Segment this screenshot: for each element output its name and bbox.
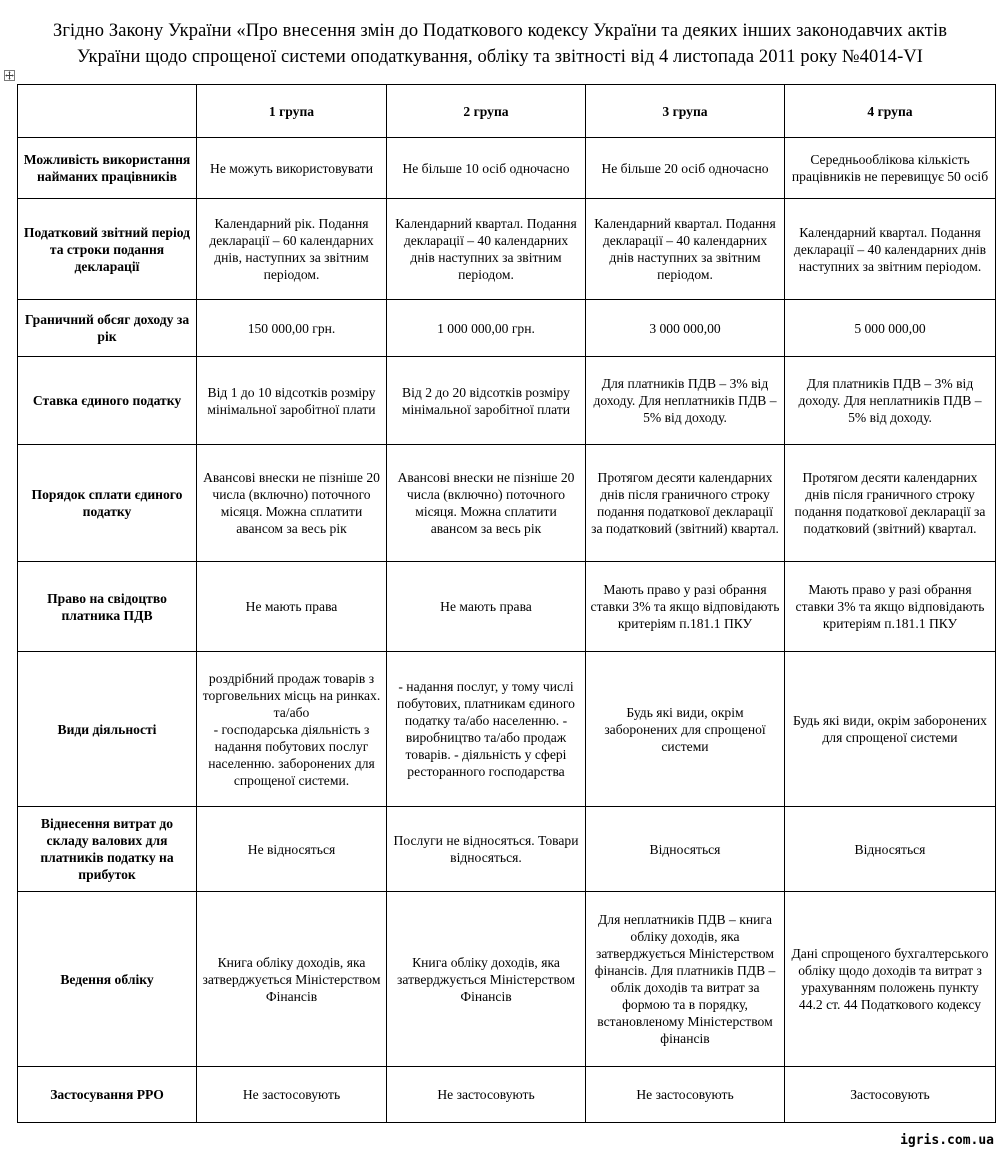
row-header-income-limit: Граничний обсяг доходу за рік (18, 300, 197, 357)
table-row (18, 807, 996, 892)
table-cell: Дані спрощеного бухгалтерського обліку щодо доходів та витрат з урахуванням положень пункту 44.2 ст. 44 Податкового кодексу (785, 892, 996, 1067)
table-cell: Мають право у разі обрання ставки 3% та якщо відповідають критеріям п.181.1 ПКУ (586, 562, 785, 652)
table-cell: Від 2 до 20 відсотків розміру мінімальної заробітної плати (387, 357, 586, 445)
table-cell: Протягом десяти календарних днів після граничного строку подання податкової декларації за податковий (звітний) квартал. (586, 445, 785, 562)
header-cell-empty (18, 85, 197, 138)
table-cell: Не мають права (197, 562, 387, 652)
table-cell: Книга обліку доходів, яка затверджується Міністерством Фінансів (387, 892, 586, 1067)
table-cell: Книга обліку доходів, яка затверджується Міністерством Фінансів (197, 892, 387, 1067)
table-cell (197, 652, 387, 807)
header-group-3: 3 група (586, 85, 785, 138)
title-line-2: України щодо спрощеної системи оподаткування, обліку та звітності від 4 листопада 2011 року №4014-VI (76, 47, 924, 67)
table-cell: Відносяться (586, 807, 785, 892)
table-cell: Не застосовують (387, 1067, 586, 1123)
table-cell: 150 000,00 грн. (197, 300, 387, 357)
table-cell: Середньооблікова кількість працівників не перевищує 50 осіб (785, 138, 996, 199)
table-cell: Послуги не відносяться. Товари відносяться. (387, 807, 586, 892)
row-header-activity-types: Види діяльності (18, 652, 197, 807)
table-row (18, 652, 996, 807)
comparison-table (17, 84, 996, 1123)
table-cell: - надання послуг, у тому числі побутових, платникам єдиного податку та/або населенню. - виробництво та/або продаж товарів. - діяльність у сфері ресторанного господарства (387, 652, 586, 807)
table-row (18, 300, 996, 357)
header-group-1: 1 група (197, 85, 387, 138)
site-watermark: igris.com.ua (900, 1133, 994, 1148)
header-row (18, 85, 996, 138)
row-header-reporting-period: Податковий звітний період та строки подання декларації (18, 199, 197, 300)
table-cell: Протягом десяти календарних днів після граничного строку подання податкової декларації за податковий (звітний) квартал. (785, 445, 996, 562)
table-cell: 5 000 000,00 (785, 300, 996, 357)
table-cell: Календарний рік. Подання декларації – 60 календарних днів, наступних за звітним періодом. (197, 199, 387, 300)
row-header-tax-rate: Ставка єдиного податку (18, 357, 197, 445)
row-header-expenses: Віднесення витрат до складу валових для платників податку на прибуток (18, 807, 197, 892)
table-cell: Календарний квартал. Подання декларації – 40 календарних днів наступних за звітним періодом. (586, 199, 785, 300)
table-row (18, 199, 996, 300)
table-row (18, 357, 996, 445)
table-cell: Від 1 до 10 відсотків розміру мінімальної заробітної плати (197, 357, 387, 445)
table-cell: 3 000 000,00 (586, 300, 785, 357)
table-cell: Для неплатників ПДВ – книга обліку доходів, яка затверджується Міністерством фінансів. Для платників ПДВ – облік доходів та витрат за формою та в порядку, встановленому Міністерством фінансів (586, 892, 785, 1067)
table-cell: Авансові внески не пізніше 20 числа (включно) поточного місяця. Можна сплатити авансом за весь рік (387, 445, 586, 562)
table-cell: Для платників ПДВ – 3% від доходу. Для неплатників ПДВ – 5% від доходу. (586, 357, 785, 445)
document-title (0, 18, 1000, 70)
table-cell: Відносяться (785, 807, 996, 892)
table-row (18, 562, 996, 652)
table-cell: Не застосовують (197, 1067, 387, 1123)
header-group-4: 4 група (785, 85, 996, 138)
table-cell: Не більше 10 осіб одночасно (387, 138, 586, 199)
table-row (18, 138, 996, 199)
table-cell: Не відносяться (197, 807, 387, 892)
table-cell: Не застосовують (586, 1067, 785, 1123)
table-cell: Застосовують (785, 1067, 996, 1123)
table-cell: Авансові внески не пізніше 20 числа (включно) поточного місяця. Можна сплатити авансом за весь рік (197, 445, 387, 562)
table-cell: Не більше 20 осіб одночасно (586, 138, 785, 199)
row-header-payment-order: Порядок сплати єдиного податку (18, 445, 197, 562)
table-cell: 1 000 000,00 грн. (387, 300, 586, 357)
table-cell: Не мають права (387, 562, 586, 652)
table-cell: Календарний квартал. Подання декларації – 40 календарних днів наступних за звітним періодом. (387, 199, 586, 300)
table-row (18, 892, 996, 1067)
row-header-vat-certificate: Право на свідоцтво платника ПДВ (18, 562, 197, 652)
table-cell: Календарний квартал. Подання декларації – 40 календарних днів наступних за звітним періодом. (785, 199, 996, 300)
row-header-accounting: Ведення обліку (18, 892, 197, 1067)
table-cell: Мають право у разі обрання ставки 3% та якщо відповідають критеріям п.181.1 ПКУ (785, 562, 996, 652)
table-cell: Будь які види, окрім заборонених для спрощеної системи (785, 652, 996, 807)
table-cell: Будь які види, окрім заборонених для спрощеної системи (586, 652, 785, 807)
table-row (18, 445, 996, 562)
header-group-2: 2 група (387, 85, 586, 138)
title-line-1: Згідно Закону України «Про внесення змін до Податкового кодексу України та деяких інших законодавчих актів (52, 21, 948, 41)
cell-text: роздрібний продаж товарів з торговельних місць на ринках. та/або - господарська діяльність з надання побутових послуг населенню. заборонених для спрощеної системи. (202, 670, 381, 788)
table-cell: Не можуть використовувати (197, 138, 387, 199)
move-cross-icon[interactable] (4, 70, 15, 81)
table-cell: Для платників ПДВ – 3% від доходу. Для неплатників ПДВ – 5% від доходу. (785, 357, 996, 445)
row-header-cash-register: Застосування РРО (18, 1067, 197, 1123)
table-row (18, 1067, 996, 1123)
row-header-employees: Можливість використання найманих працівників (18, 138, 197, 199)
